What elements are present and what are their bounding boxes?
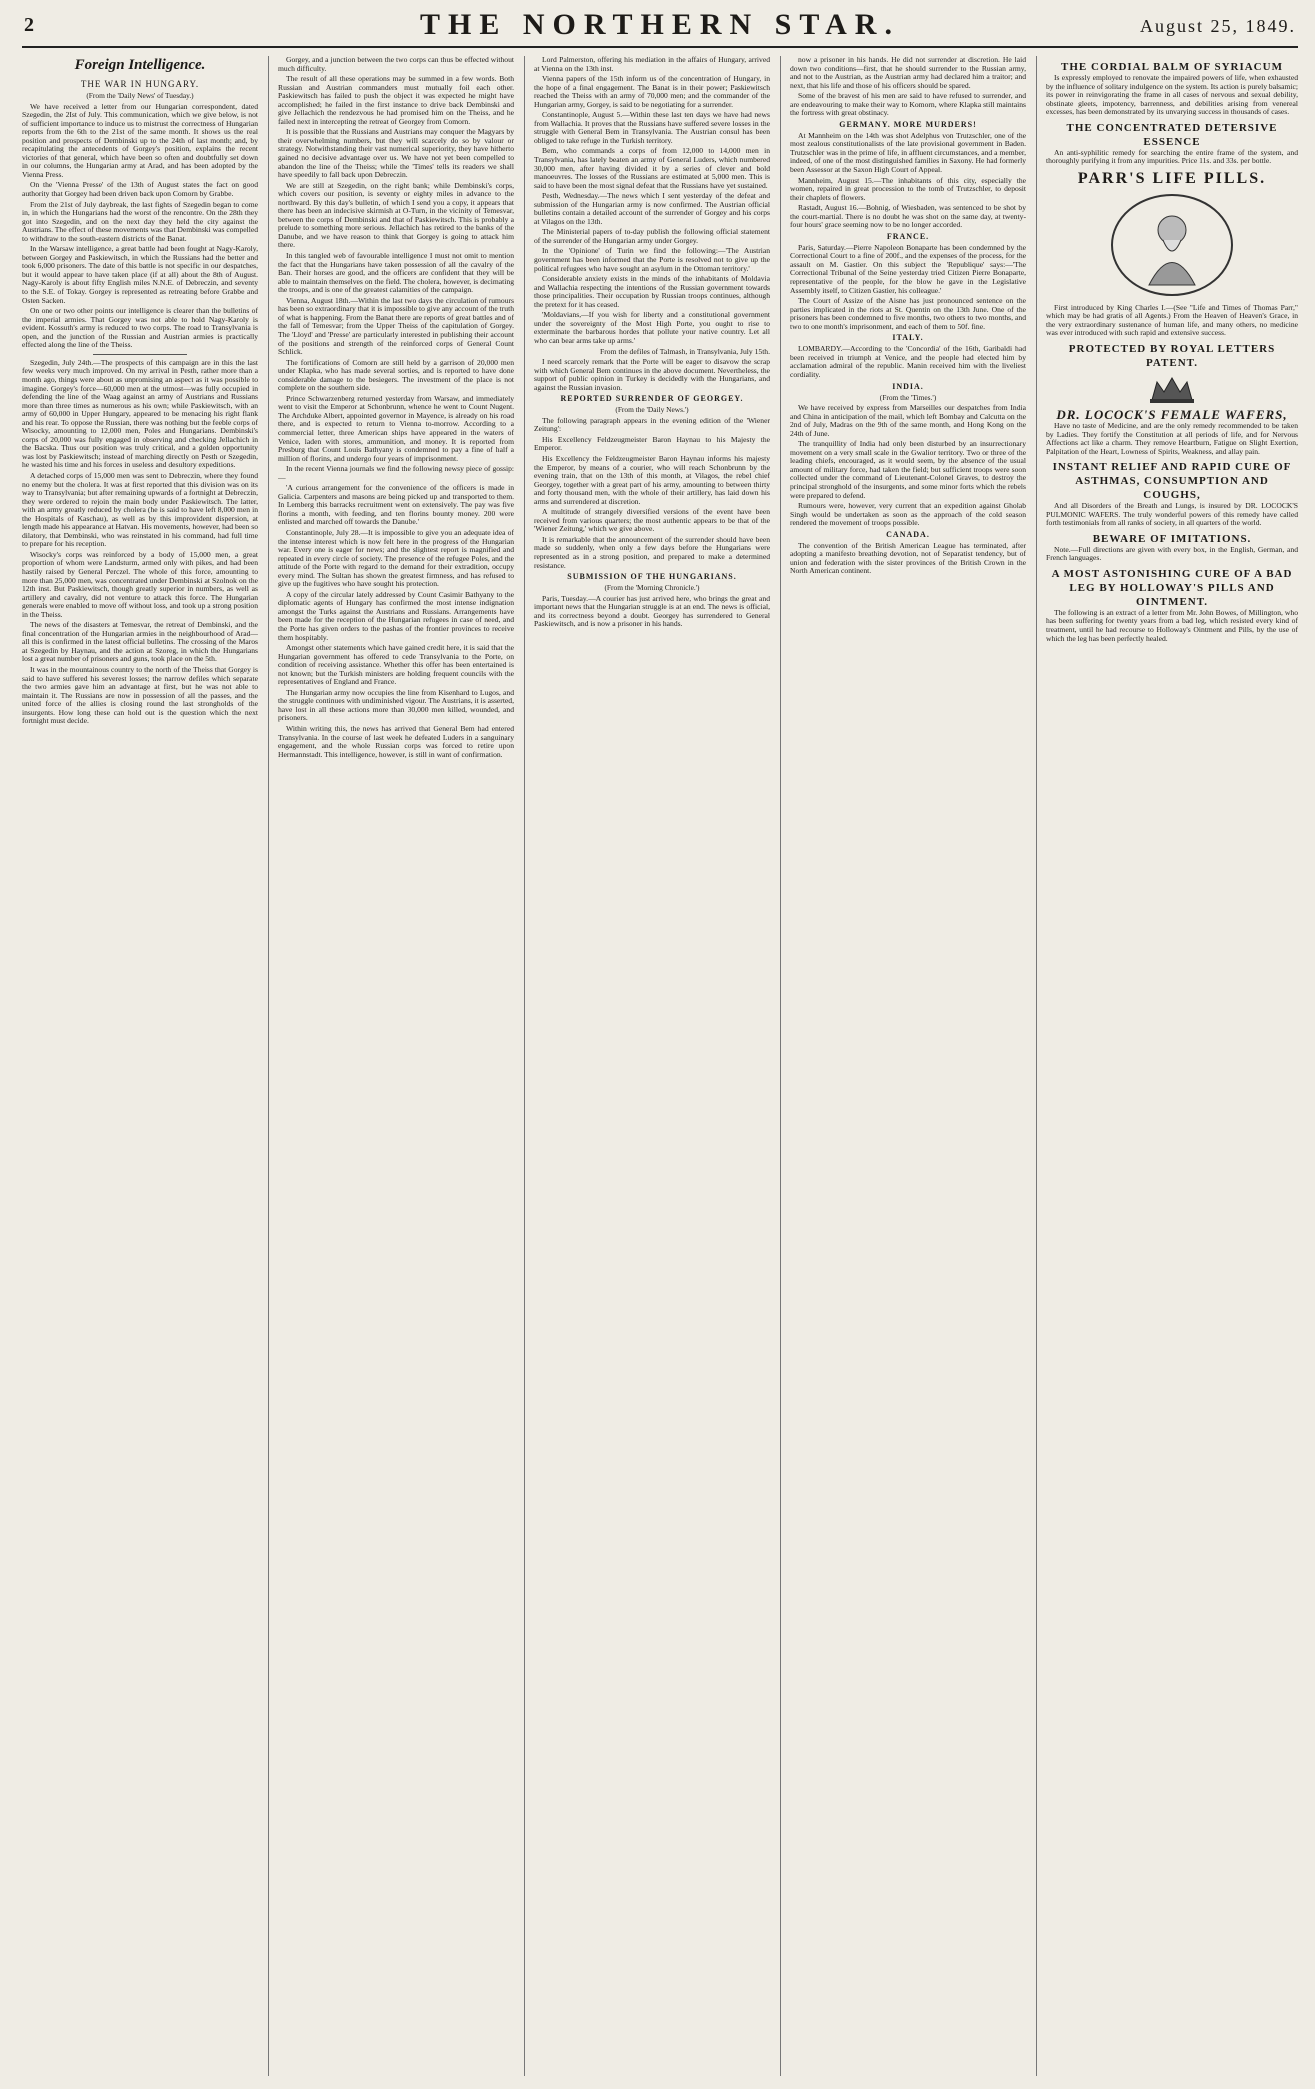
article-heading: SUBMISSION OF THE HUNGARIANS. bbox=[567, 572, 737, 582]
article-paragraph: His Excellency the Feldzeugmeister Baron Haynau informs his majesty the Emperor, by means of a courier, who will reach Schonbrunn by the evening train, that on the 13th of this month, at Vilagos, the rebel chief Georgey, together with a great part of his army, amounting to between thirty and forty thousand men, with the whole of their artillery, has laid down his arms and surrendered at discretion. bbox=[534, 453, 770, 506]
section-title: Foreign Intelligence. bbox=[74, 57, 206, 73]
article-paragraph: The Hungarian army now occupies the line from Kisenhard to Lugos, and the struggle continues with undiminished vigour. The Austrians, it is asserted, have lost in all these actions more than 30,000 men killed, wounded, and prisoners. bbox=[278, 687, 514, 723]
column-rule bbox=[268, 56, 269, 2076]
article-paragraph: Rumours were, however, very current that an expedition against Gholab Singh would be undertaken as soon as the approach of the cold season rendered the movement of troops possible. bbox=[790, 501, 1026, 528]
article-paragraph: The tranquillity of India had only been disturbed by an insurrectionary movement on a very small scale in the Gwalior territory. Two or three of the leading chiefs, encouraged, as it would seem, by the absence of the usual amount of military force, had taken the field; but sufficient troops were soon collected under the command of Lieutenant-Colonel Graves, to destroy the principal stronghold of the insurgents, and some minor forts which the rebels were prepared to defend. bbox=[790, 439, 1026, 500]
issue-date: August 25, 1849. bbox=[1139, 16, 1296, 36]
article-paragraph: now a prisoner in his hands. He did not surrender at discretion. He laid down two conditions—first, that he should surrender to the Russian army, and not to the Austrian, as the Austrian army had declared him a traitor; and next, that his life and those of his officers should be spared. bbox=[790, 56, 1026, 90]
column-1 bbox=[22, 56, 258, 2076]
article-heading: REPORTED SURRENDER OF GEORGEY. bbox=[560, 394, 744, 404]
article-paragraph: On one or two other points our intelligence is clearer than the bulletins of the imperial armies. That Gorgey was not able to hold Nagy-Karoly is evident. Kossuth's army is reduced to two corps. The road to Transylvania is open, and the junction of the Russian and Austrian armies is practically effected along the line of the Theiss. bbox=[22, 306, 258, 350]
article-paragraph: On the 'Vienna Presse' of the 13th of August states the fact on good authority that Gorgey had been driven back upon Comorn by Grabbe. bbox=[22, 180, 258, 199]
ad-heading-parrs-pills: PARR'S LIFE PILLS. bbox=[1077, 169, 1267, 187]
ad-heading: THE CONCENTRATED DETERSIVE ESSENCE bbox=[1066, 121, 1278, 148]
article-heading: GERMANY. MORE MURDERS! bbox=[839, 119, 977, 129]
article-paragraph: Mannheim, August 15.—The inhabitants of this city, especially the women, repaired in great procession to the tomb of Trutzschler, to deposit their chaplets of flowers. bbox=[790, 175, 1026, 202]
article-paragraph: Within writing this, the news has arrived that General Bem had entered Transylvania. In the course of last week he defeated Luders in a sanguinary engagement, and the whole Russian corps was forced to retire upon Hermannstadt. This intelligence, however, is still in want of confirmation. bbox=[278, 724, 514, 759]
ad-body: Have no taste of Medicine, and are the only remedy recommended to be taken by Ladies. They fortify the Constitution at all periods of life, and for Nervous Affections act like a charm. They remove Heartburn, Fatigue on Slight Exertion, Palpitation of the Heart, Lowness of Spirits, Weakness, and allay pain. bbox=[1046, 421, 1298, 456]
article-paragraph: Paris, Tuesday.—A courier has just arrived here, who brings the great and important news that the Hungarian struggle is at an end. The news is official, and its correctness beyond a doubt. Georgey has surrendered to General Paskiewitsch, and is now a prisoner in his hands. bbox=[534, 593, 770, 629]
article-paragraph: We have received by express from Marseilles our despatches from India and China in anticipation of the mail, which left Bombay and Calcutta on the 2nd of July, Madras on the 9th of the same month, and Hong Kong on the 24th of June. bbox=[790, 403, 1026, 438]
article-subhead: (From the 'Morning Chronicle.') bbox=[604, 583, 700, 593]
column-rule bbox=[524, 56, 525, 2076]
article-paragraph: Vienna papers of the 15th inform us of the concentration of Hungary, in the hope of a final engagement. The Banat is in their power; Paskiewitsch reached the Theiss with an army of 70,000 men; and the commander of the Hungarian army, Gorgey, is said to be negotiating for a surrender. bbox=[534, 74, 770, 109]
article-paragraph: Bem, who commands a corps of from 12,000 to 14,000 men in Transylvania, has lately beaten an army of General Luders, which numbered 30,000 men, after having divided it by a series of clever and bold manoeuvres. The losses of the Russians are estimated at 5,000 men. This is said to have been the most signal defeat that the Russians have yet sustained. bbox=[534, 146, 770, 190]
article-paragraph: The news of the disasters at Temesvar, the retreat of Dembinski, and the final concentration of the Hungarian armies in the neighbourhood of Arad—all this is confirmed in the latest official bulletins. The crossing of the Maros at Szegedin by Haynau, and the action at Szoreg, in which the Hungarians lost a great number of prisoners and guns, took place on the 5th. bbox=[22, 620, 258, 664]
article-paragraph: In the recent Vienna journals we find the following newsy piece of gossip:— bbox=[278, 464, 514, 482]
ad-body: And all Disorders of the Breath and Lungs, is insured by DR. LOCOCK'S PULMONIC WAFERS. The truly wonderful powers of this remedy have called forth testimonials from all ranks of society, in all quarters of the world. bbox=[1046, 501, 1298, 528]
column-rule bbox=[1036, 56, 1037, 2076]
article-paragraph: Considerable anxiety exists in the minds of the inhabitants of Moldavia and Wallachia respecting the intentions of the Russian government towards those principalities. Their occupation by Russian troops continues, although the pretext for it has ceased. bbox=[534, 274, 770, 309]
article-paragraph: The following paragraph appears in the evening edition of the 'Wiener Zeitung': bbox=[534, 415, 770, 434]
article-paragraph: The Court of Assize of the Aisne has just pronounced sentence on the parties implicated in the riots at St. Quentin on the 13th June. One of the prisoners has been condemned to five months, two others to two months, and two to one month's imprisonment, and each of them to 50f. fine. bbox=[790, 296, 1026, 331]
ad-body: Note.—Full directions are given with every box, in the English, German, and French languages. bbox=[1046, 544, 1298, 563]
page-number: 2 bbox=[24, 14, 34, 36]
article-paragraph: Vienna, August 18th.—Within the last two days the circulation of rumours has been so extraordinary that it is impossible to give any account of the truth of what is happening. From the Banat there are reports of great battles and of the fall of Temesvar; from the Upper Theiss of the capitulation of Gorgey. The 'Lloyd' and 'Presse' are particularly interested in publishing their account of the positions and strength of the reinforced corps of General Count Schlick. bbox=[278, 295, 514, 357]
ad-heading: PROTECTED BY ROYAL LETTERS PATENT. bbox=[1068, 343, 1276, 370]
ad-body: Is expressly employed to renovate the impaired powers of life, when exhausted by the influence of solitary indulgence on the system. Its action is purely balsamic; its power in reinvigorating the frame in all cases of nervous and sexual debility, obstinate gleets, impotency, barrenness, and debilities arising from venereal excesses, has been demonstrated by its unvarying success in thousands of cases. bbox=[1046, 73, 1298, 117]
article-heading: ITALY. bbox=[892, 333, 924, 343]
headline: THE WAR IN HUNGARY. bbox=[80, 79, 200, 89]
article-paragraph: In the Warsaw intelligence, a great battle had been fought at Nagy-Karoly, between Gorgey and Paskiewitsch, in which the Russians had the better and took 6,000 prisoners. The date of this battle is not specific in our despatches, but it would appear to have taken place (if at all) about the 8th of August. Nagy-Karoly is about fifty English miles N.N.E. of Debreczin, and seventy to the S.E. of Tokay. Gorgey is represented as retreating before Grabbe and Osten Sacken. bbox=[22, 244, 258, 305]
article-paragraph: Prince Schwarzenberg returned yesterday from Warsaw, and immediately went to visit the Emperor at Schonbrunn, whence he went to Count Nugent. The Archduke Albert, appointed governor in Mayence, is already on his road there, and is expected to return to Vienna to-morrow. According to a commercial letter, three American ships have appeared in the waters of Venice, laden with stores, ammunition, and money. It is reported from Presburg that Count Louis Bathyany is condemned to pay a fine of half a million of florins, and undergo four years of imprisonment. bbox=[278, 393, 514, 463]
ad-heading: INSTANT RELIEF AND RAPID CURE OF ASTHMAS, CONSUMPTION AND COUGHS, bbox=[1052, 461, 1292, 502]
old-parr-portrait-icon bbox=[1097, 190, 1247, 300]
ad-heading: THE CORDIAL BALM OF SYRIACUM bbox=[1061, 61, 1283, 73]
article-paragraph: Amongst other statements which have gained credit here, it is said that the Hungarian government has offered to cede Transylvania to the Porte, on condition of receiving assistance. Whether this offer has been entertained is not known; but the Turkish ministers are holding frequent councils with the representatives of England and France. bbox=[278, 643, 514, 687]
masthead bbox=[22, 6, 1298, 48]
ad-body: An anti-syphilitic remedy for searching the entire frame of the system, and thoroughly purifying it from any impurities. Price 11s. and 33s. per bottle. bbox=[1046, 147, 1298, 166]
separator bbox=[93, 354, 187, 355]
article-paragraph: It was in the mountainous country to the north of the Theiss that Gorgey is said to have suffered his severest losses; the narrow defiles which separate the two armies gave him an advantage at first, but he was not able to maintain it. The Russians are now in possession of all the passes, and the united force of the allies is closing round the last strongholds of the insurgents. How long these can hold out is the question which the next fortnight must decide. bbox=[22, 665, 258, 726]
ad-heading: BEWARE OF IMITATIONS. bbox=[1092, 532, 1252, 545]
column-2 bbox=[278, 56, 514, 2076]
article-paragraph: Some of the bravest of his men are said to have refused to surrender, and are endeavouring to make their way to Komorn, where Klapka still maintains the fortress with great obstinacy. bbox=[790, 91, 1026, 118]
article-heading: INDIA. bbox=[892, 381, 924, 391]
article-paragraph: A copy of the circular lately addressed by Count Casimir Bathyany to the diplomatic agents of Hungary has confirmed the most intense indignation amongst the Turks against the Austrians and Russians. Arrangements have been made for the reception of the Hungarian refugees in case of need, and the Porte has given orders to the pashas of the frontier provinces to receive them hospitably. bbox=[278, 589, 514, 642]
column-5-advertisements bbox=[1046, 56, 1298, 2076]
article-paragraph: Rastadt, August 16.—Bohnig, of Wiesbaden, was sentenced to be shot by the court-martial. There is no doubt he was shot on the same day, at twenty-four hours' grace seeming now to be no longer accorded. bbox=[790, 203, 1026, 230]
article-subhead: (From the 'Daily News.') bbox=[615, 405, 689, 415]
article-paragraph: Paris, Saturday.—Pierre Napoleon Bonaparte has been condemned by the Correctional Court to a fine of 200f., and the expenses of the process, for the assault on M. Gastier. On this subject the 'Republique' says:—'The Correctional Tribunal of the Seine yesterday tried Citizen Pierre Bonaparte, representative of the people, for the blow he gave in the Legislative Assembly itself, to Citizen Gastier, his colleague.' bbox=[790, 242, 1026, 295]
article-heading: FRANCE. bbox=[886, 231, 930, 241]
article-paragraph: His Excellency Feldzeugmeister Baron Haynau to his Majesty the Emperor. bbox=[534, 434, 770, 453]
article-paragraph: The fortifications of Comorn are still held by a garrison of 20,000 men under Klapka, who has made several sorties, and is reported to have done considerable damage to the besiegers. The investment of the place is not complete on the southern side. bbox=[278, 357, 514, 393]
article-paragraph: The convention of the British American League has terminated, after adopting a manifesto breathing devotion, not of Separatist tendency, but of union and federation with the sister provinces of the British Crown in the North American continent. bbox=[790, 540, 1026, 576]
article-paragraph: Wisocky's corps was reinforced by a body of 15,000 men, a great proportion of whom were Landsturm, armed only with pikes, and had been hastily raised by General Perczel. The whole of this force, amounting to more than 25,000 men, was concentrated under Dembinski at Szolnok on the 12th inst. But Paskiewitsch, though greatly superior in numbers, as well as artillery and cavalry, did not venture to attack this force. The Hungarian generals were enabled to move off without loss, and took up a strong position in the Theiss. bbox=[22, 549, 258, 619]
ad-heading: A MOST ASTONISHING CURE OF A BAD LEG BY HOLLOWAY'S PILLS AND OINTMENT. bbox=[1051, 567, 1293, 608]
article-paragraph: From the 21st of July daybreak, the last fights of Szegedin began to come in, in which the Hungarians had the worst of the rencontre. On the 28th they got into Szegedin, and on the next day they held the city against the Austrians. The effect of these movements was that Dembinski was compelled to withdraw to the south-eastern districts of the Banat. bbox=[22, 199, 258, 243]
article-paragraph: We are still at Szegedin, on the right bank; while Dembinski's corps, which covers our position, is seventy or eighty miles in advance to the northward. By this day's bulletin, of which I send you a copy, it appears that there has been an indecisive skirmish at O-Turn, in the vicinity of Temesvar, between the corps of Dembinski and that of Paskiewitsch. This is probably a prelude to something more serious. Jellachich has retired to the banks of the Danube, and we have reason to think that Gorgey is going to attack him there. bbox=[278, 180, 514, 250]
ad-heading: DR. LOCOCK'S FEMALE WAFERS, bbox=[1056, 407, 1288, 423]
ad-body: The following is an extract of a letter from Mr. John Bowes, of Millington, who has been suffering for twenty years from a bad leg, which resisted every kind of treatment, until he had recourse to Holloway's Ointment and Pills, by the use of which the leg has been perfectly healed. bbox=[1046, 607, 1298, 643]
article-paragraph: The result of all these operations may be summed in a few words. Both Russian and Austrian commanders must mutually foil each other. Paskiewitsch has failed to push the object it was expected he might have accomplished; he failed in the first instance to drive back Dembinski and give Jellachich the rendezvous he had promised him on the Theiss, and he failed next in intercepting the retreat of Georgey from Comorn. bbox=[278, 74, 514, 126]
article-paragraph: From the defiles of Talmash, in Transylvania, July 15th. bbox=[600, 346, 770, 356]
article-paragraph: The Ministerial papers of to-day publish the following official statement of the surrender of the Hungarian army under Gorgey. bbox=[534, 227, 770, 245]
column-rule bbox=[780, 56, 781, 2076]
subhead: (From the 'Daily News' of Tuesday.) bbox=[86, 91, 194, 100]
ad-body: First introduced by King Charles I.—(See "Life and Times of Thomas Parr," which may be had gratis of all Agents.) From the Heaven of Heaven's Grace, in the very extraordinary sustenance of human life, and many others, no medicine was ever introduced with such rapid and extensive success. bbox=[1046, 302, 1298, 338]
article-paragraph: Lord Palmerston, offering his mediation in the affairs of Hungary, arrived at Vienna on the 13th inst. bbox=[534, 56, 770, 73]
article-paragraph: In this tangled web of favourable intelligence I must not omit to mention the fact that the Hungarians have taken possession of all the cavalry of the Ban. Their horses are good, and the officers are confident that they will be able to maintain themselves on the field. The cholera, however, is decimating the troops, and is one of the greatest calamities of the campaign. bbox=[278, 251, 514, 295]
royal-crest-icon bbox=[1112, 374, 1232, 404]
column-3 bbox=[534, 56, 770, 2076]
article-paragraph: At Mannheim on the 14th was shot Adelphus von Trutzschler, one of the most zealous constitutionalists of the late provisional government in Baden. Trutzschler was in the prime of life, in affluent circumstances, and a member, indeed, of one of the most distinguished families in Saxony. He had formerly been Assessor at the Saxon High Court of Appeal. bbox=[790, 130, 1026, 175]
article-paragraph: 'Moldavians,—If you wish for liberty and a constitutional government under the sovereignty of the Most High Porte, you ought to rise to exterminate the barbarous hordes that pollute your native country. Let all who can bear arms take up arms.' bbox=[534, 310, 770, 345]
article-paragraph: A detached corps of 15,000 men was sent to Debreczin, where they found no enemy but the cholera. It was at first reported that this division was on its way to Transylvania; but after remaining upwards of a fortnight at Debreczin, they were ordered to rejoin the main body under Paskiewitsch. The latter, with an army greatly reduced by cholera (he is said to have left 8,000 men in the Hospitals of Kaschau), as well as by this improvident dispersion, at length made his appearance at Hatvan. His movements, however, had been so dilatory, that Dembinski, who was reinstated in his command, had full time to prepare for his reception. bbox=[22, 470, 258, 549]
article-paragraph: LOMBARDY.—According to the 'Concordia' of the 16th, Garibaldi had been received in triumph at Venice, and the people had elected him by acclamation admiral of the republic. Manin received him with the liveliest cordiality. bbox=[790, 344, 1026, 379]
article-paragraph: A multitude of strangely diversified versions of the event have been received from various quarters; the most authentic appears to be that of the 'Wiener Zeitung,' which we give above. bbox=[534, 507, 770, 534]
article-subhead: (From the 'Times.') bbox=[879, 392, 937, 402]
article-paragraph: Constantinople, August 5.—Within these last ten days we have had news from Wallachia. It proves that the Russians have suffered severe losses in the struggle with General Bem in Transylvania. The Austrian consul has been obliged to take refuge in the Turkish territory. bbox=[534, 110, 770, 145]
newspaper-title: THE NORTHERN STAR. bbox=[420, 8, 900, 41]
article-paragraph: It is remarkable that the announcement of the surrender should have been made so suddenly, when only a few days before the Hungarians were represented as in a strong position, and prepared to make a determined resistance. bbox=[534, 534, 770, 570]
article-paragraph: Szegedin, July 24th.—The prospects of this campaign are in this the last few weeks very much improved. On my arrival in Pesth, rather more than a month ago, things were about as unpromising an aspect as it was possible to imagine. Gorgey's force—60,000 men at the utmost—was fully occupied in defending the line of the Waag against an army of Austrians and Russians more than three times as numerous as his own; while Paskiewitsch, with an army of 60,000 in Upper Hungary, appeared to be menacing his right flank and his rear. To oppose the Russian, there was nothing but the feeble corps of Wisocky, amounting to 12,000 men, Poles and Hungarians. Dembinski's corps of 20,000 was fully engaged in observing and checking Jellachich in the Bacska. Thus our position was truly critical, and a golden opportunity was lost by Paskiewitsch; instead of marching directly on Pesth or Szegedin, he wasted his time and his forces in useless and desultory expeditions. bbox=[22, 357, 258, 470]
article-paragraph: 'A curious arrangement for the convenience of the officers is made in Galicia. Carpenters and masons are being picked up and transported to them. In Lemberg this barracks recruitment went on extensively. The pay was five florins a month, with feeding, and ten florins bounty money. 200 were enlisted and marched off towards the Danube.' bbox=[278, 483, 514, 527]
article-paragraph: Pesth, Wednesday.—The news which I sent yesterday of the defeat and submission of the Hungarian army is now confirmed. The Austrian official bulletins contain a detailed account of the surrender of Gorgey and his corps at Vilagos on the 13th. bbox=[534, 191, 770, 226]
article-paragraph: Gorgey, and a junction between the two corps can thus be effected without much difficulty. bbox=[278, 56, 514, 73]
column-4 bbox=[790, 56, 1026, 2076]
article-paragraph: In the 'Opinione' of Turin we find the following:—'The Austrian government has been informed that the Porte is resolved not to give up the political refugees who have sought an asylum in the Ottoman territory.' bbox=[534, 246, 770, 273]
article-paragraph: I need scarcely remark that the Porte will be eager to disavow the scrap with which General Bem continues in the above document. Nevertheless, the support of public opinion in Turkey is decidedly with the Hungarians, and against the Russian invasion. bbox=[534, 357, 770, 392]
article-heading: CANADA. bbox=[886, 529, 930, 539]
article-paragraph: It is possible that the Russians and Austrians may conquer the Magyars by their overwhelming numbers, but they will scarcely do so by valour or strategy. Notwithstanding their vast numerical superiority, they have hitherto gained no decisive advantage over us. We have not yet been compelled to abandon the line of the Theiss; while the 'Times' tells its readers we shall have speedily to fall back upon Debreczin. bbox=[278, 127, 514, 180]
article-paragraph: Constantinople, July 28.—It is impossible to give you an adequate idea of the intense interest which is now felt here in the progress of the Hungarian war. Every one is eager for news; and the slightest report is magnified and repeated in every circle of society. The presence of the refugee Poles, and the attitude of the Porte with regard to the demand for their extradition, occupy every mind. The Sultan has shown the greatest firmness, and has refused to give up the fugitives who have sought his protection. bbox=[278, 527, 514, 589]
article-paragraph: We have received a letter from our Hungarian correspondent, dated Szegedin, the 2Ist of July. This communication, which we give below, is not of sufficient importance to induce us to mistrust the correctness of Hungarian reports from the 6th to the 21st of the same month. It shows us the real position and prospects of Dembinski up to the 24th of last month; and, by recapitulating the antecedents of Gorgey's position, explains the recent victories of that general, which have been so often and doubtfully set down in our columns, the Hungarian army at Arad, and has been adopted by the Vienna Press. bbox=[22, 101, 258, 179]
